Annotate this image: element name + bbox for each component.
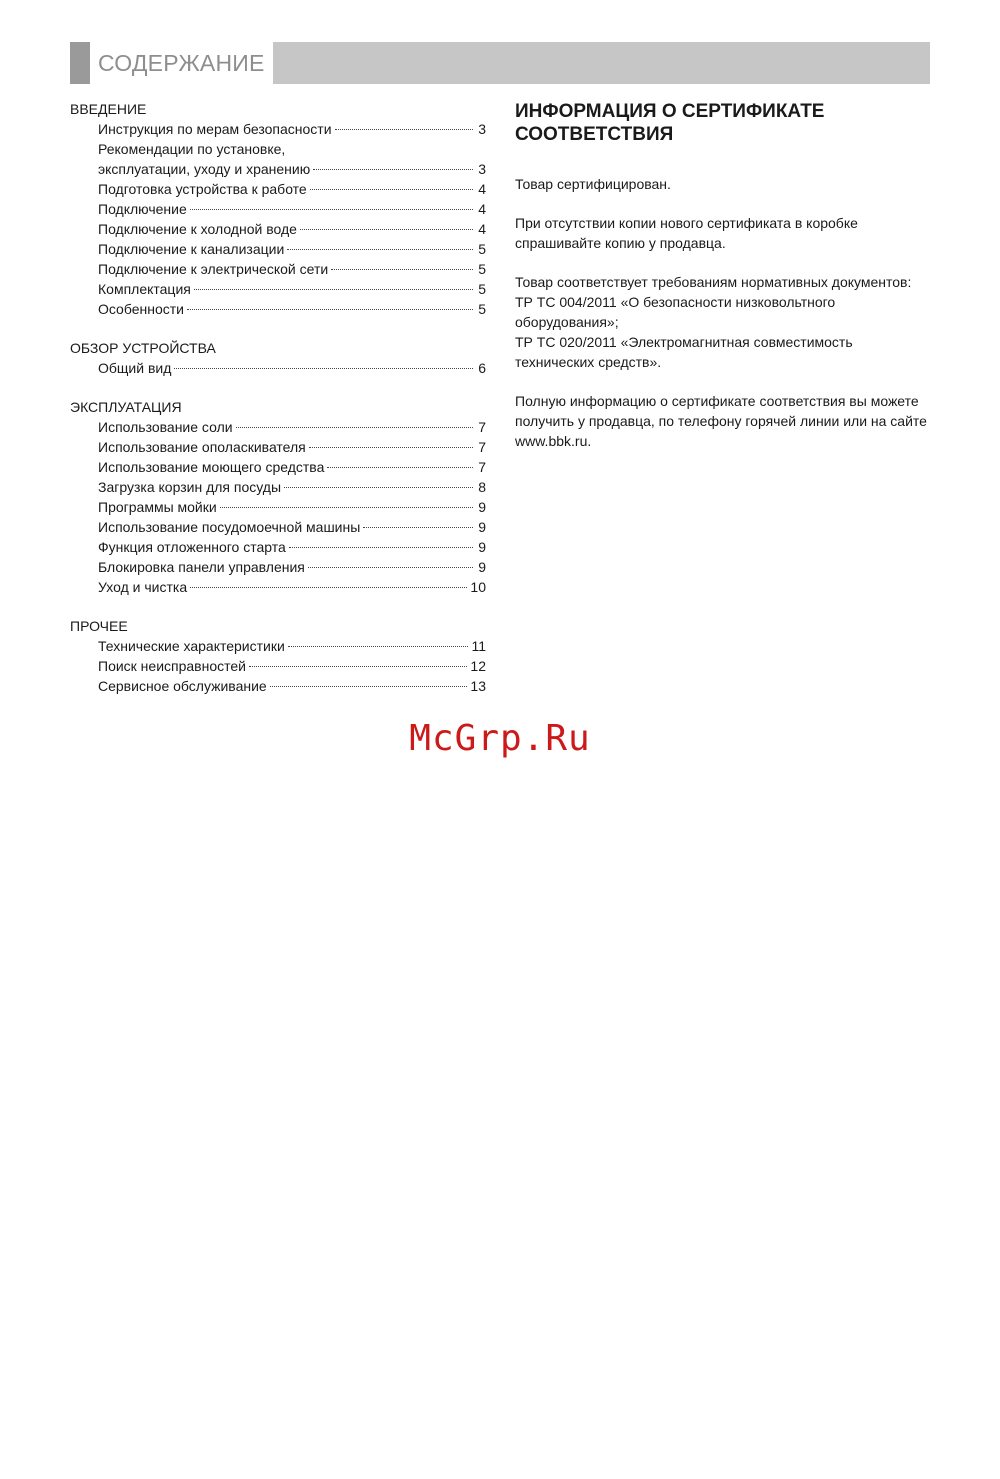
toc-page-number: 5 bbox=[478, 241, 486, 257]
toc-leader-dots bbox=[270, 686, 468, 687]
toc-leader-dots bbox=[308, 567, 473, 568]
toc-item[interactable] bbox=[70, 656, 486, 676]
toc-leader-dots bbox=[327, 467, 473, 468]
toc-page-number: 12 bbox=[470, 658, 486, 674]
toc-page-number: 13 bbox=[470, 678, 486, 694]
toc-item[interactable] bbox=[70, 417, 486, 437]
certificate-info bbox=[515, 100, 930, 470]
toc-item[interactable] bbox=[70, 517, 486, 537]
toc-item-label: Загрузка корзин для посуды bbox=[98, 479, 282, 495]
toc-leader-dots bbox=[300, 229, 473, 230]
watermark-text: McGrp.Ru bbox=[409, 718, 591, 759]
certificate-line: Товар соответствует требованиям нормативных документов: bbox=[515, 274, 912, 290]
toc-item[interactable] bbox=[70, 179, 486, 199]
toc-page-number: 3 bbox=[478, 121, 486, 137]
toc-item-label: Общий вид bbox=[98, 360, 172, 376]
header-accent-block bbox=[70, 42, 90, 84]
toc-section-overview bbox=[70, 338, 486, 378]
table-of-contents bbox=[70, 99, 486, 715]
toc-item[interactable] bbox=[70, 676, 486, 696]
toc-item[interactable] bbox=[70, 159, 486, 179]
toc-leader-dots bbox=[284, 487, 473, 488]
toc-leader-dots bbox=[310, 189, 473, 190]
page-title: СОДЕРЖАНИЕ bbox=[90, 42, 273, 84]
toc-leader-dots bbox=[309, 447, 473, 448]
toc-item[interactable] bbox=[70, 557, 486, 577]
toc-item-label: Уход и чистка bbox=[98, 579, 188, 595]
toc-item-label: Поиск неисправностей bbox=[98, 658, 246, 674]
toc-leader-dots bbox=[289, 547, 473, 548]
toc-item-label: Подключение bbox=[98, 201, 187, 217]
toc-page-number: 5 bbox=[478, 261, 486, 277]
toc-section-title: ВВЕДЕНИЕ bbox=[70, 101, 147, 117]
certificate-heading: ИНФОРМАЦИЯ О СЕРТИФИКАТЕ СООТВЕТСТВИЯ bbox=[515, 101, 825, 145]
toc-item-label: Использование моющего средства bbox=[98, 459, 325, 475]
toc-page-number: 9 bbox=[478, 499, 486, 515]
toc-item[interactable] bbox=[70, 299, 486, 319]
certificate-paragraph: Полную информацию о сертификате соответствия вы можете получить у продавца, по телефону горячей линии или на сайте www.bbk.ru. bbox=[515, 393, 927, 449]
toc-page-number: 6 bbox=[478, 360, 486, 376]
toc-page-number: 5 bbox=[478, 281, 486, 297]
toc-leader-dots bbox=[288, 646, 469, 647]
toc-section-title: ЭКСПЛУАТАЦИЯ bbox=[70, 399, 182, 415]
toc-leader-dots bbox=[287, 249, 473, 250]
toc-item[interactable] bbox=[70, 199, 486, 219]
toc-section-title: ПРОЧЕЕ bbox=[70, 618, 128, 634]
toc-section-intro bbox=[70, 99, 486, 319]
certificate-paragraph: Товар сертифицирован. bbox=[515, 176, 671, 192]
toc-leader-dots bbox=[249, 666, 467, 667]
toc-item[interactable] bbox=[70, 239, 486, 259]
toc-leader-dots bbox=[194, 289, 473, 290]
toc-item-label: Подключение к электрической сети bbox=[98, 261, 329, 277]
toc-section-title: ОБЗОР УСТРОЙСТВА bbox=[70, 340, 216, 356]
toc-page-number: 7 bbox=[478, 419, 486, 435]
toc-item[interactable] bbox=[70, 358, 486, 378]
certificate-standards bbox=[515, 272, 930, 372]
toc-page-number: 7 bbox=[478, 439, 486, 455]
toc-item[interactable] bbox=[70, 497, 486, 517]
toc-item[interactable] bbox=[70, 577, 486, 597]
toc-item-label: Подготовка устройства к работе bbox=[98, 181, 307, 197]
toc-item-label: Комплектация bbox=[98, 281, 191, 297]
certificate-line: ТР ТС 004/2011 «О безопасности низковольтного оборудования»; bbox=[515, 294, 836, 330]
toc-item-label: Инструкция по мерам безопасности bbox=[98, 121, 332, 137]
toc-leader-dots bbox=[335, 129, 473, 130]
toc-page-number: 5 bbox=[478, 301, 486, 317]
toc-page-number: 10 bbox=[470, 579, 486, 595]
certificate-line: ТР ТС 020/2011 «Электромагнитная совместимость технических средств». bbox=[515, 334, 853, 370]
toc-item-label: Программы мойки bbox=[98, 499, 217, 515]
toc-item-label: Использование соли bbox=[98, 419, 233, 435]
toc-page-number: 7 bbox=[478, 459, 486, 475]
toc-item[interactable] bbox=[70, 537, 486, 557]
toc-item-label: Технические характеристики bbox=[98, 638, 285, 654]
toc-item-label: Особенности bbox=[98, 301, 184, 317]
certificate-paragraph: При отсутствии копии нового сертификата в коробке спрашивайте копию у продавца. bbox=[515, 215, 858, 251]
toc-item-label: Функция отложенного старта bbox=[98, 539, 286, 555]
toc-item-label-line[interactable]: Рекомендации по установке, bbox=[98, 141, 286, 157]
toc-leader-dots bbox=[174, 368, 473, 369]
toc-item[interactable] bbox=[70, 219, 486, 239]
toc-item[interactable] bbox=[70, 477, 486, 497]
toc-page-number: 4 bbox=[478, 181, 486, 197]
toc-page-number: 4 bbox=[478, 221, 486, 237]
toc-item[interactable] bbox=[70, 636, 486, 656]
toc-page-number: 8 bbox=[478, 479, 486, 495]
toc-item[interactable] bbox=[70, 119, 486, 139]
toc-section-operation bbox=[70, 397, 486, 597]
toc-item-label: эксплуатации, уходу и хранению bbox=[98, 161, 311, 177]
toc-leader-dots bbox=[220, 507, 473, 508]
toc-page-number: 3 bbox=[478, 161, 486, 177]
toc-page-number: 9 bbox=[478, 559, 486, 575]
toc-item[interactable] bbox=[70, 437, 486, 457]
toc-item-label: Блокировка панели управления bbox=[98, 559, 305, 575]
toc-leader-dots bbox=[190, 209, 473, 210]
toc-item-label: Использование ополаскивателя bbox=[98, 439, 306, 455]
toc-item[interactable] bbox=[70, 259, 486, 279]
toc-item-label: Использование посудомоечной машины bbox=[98, 519, 361, 535]
toc-leader-dots bbox=[363, 527, 473, 528]
toc-item-label: Подключение к канализации bbox=[98, 241, 285, 257]
toc-leader-dots bbox=[187, 309, 473, 310]
toc-item-label: Сервисное обслуживание bbox=[98, 678, 267, 694]
toc-page-number: 9 bbox=[478, 539, 486, 555]
toc-item-label: Подключение к холодной воде bbox=[98, 221, 297, 237]
toc-leader-dots bbox=[236, 427, 473, 428]
toc-page-number: 11 bbox=[471, 638, 486, 654]
toc-page-number: 9 bbox=[478, 519, 486, 535]
toc-item[interactable] bbox=[70, 457, 486, 477]
toc-page-number: 4 bbox=[478, 201, 486, 217]
section-header bbox=[70, 42, 930, 84]
toc-item[interactable] bbox=[70, 279, 486, 299]
toc-leader-dots bbox=[313, 169, 473, 170]
toc-leader-dots bbox=[190, 587, 467, 588]
toc-section-other bbox=[70, 616, 486, 696]
toc-leader-dots bbox=[331, 269, 473, 270]
